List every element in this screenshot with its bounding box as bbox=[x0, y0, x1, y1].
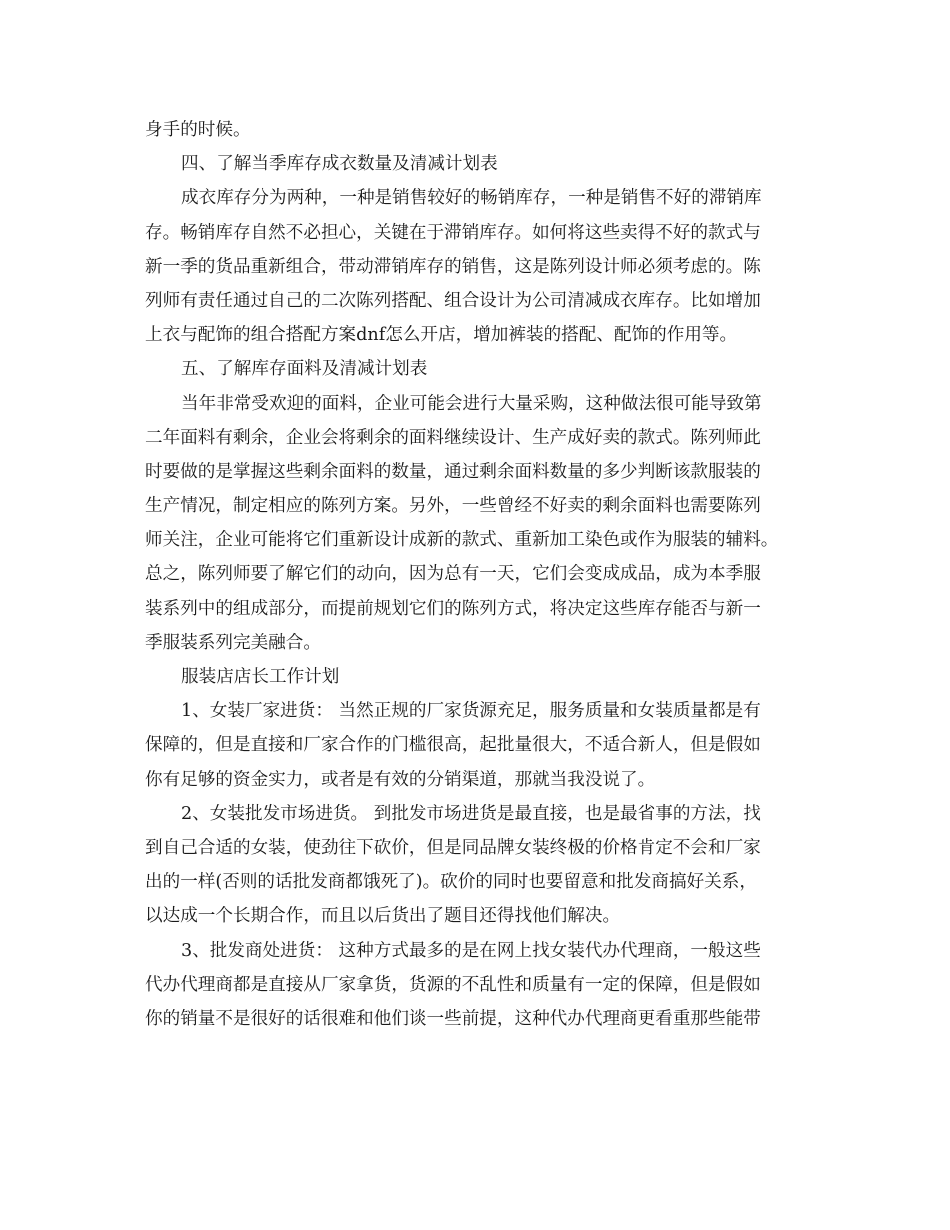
text-line: 身手的时候。 bbox=[145, 120, 251, 140]
text-line: 时要做的是掌握这些剩余面料的数量，通过剩余面料数量的多少判断该款服装的 bbox=[145, 461, 761, 482]
text-line: 到自己合适的女装，使劲往下砍价，但是同品牌女装终极的价格肯定不会和厂家 bbox=[145, 837, 761, 858]
text-line: 保障的，但是直接和厂家合作的门槛很高，起批量很大，不适合新人，但是假如 bbox=[145, 735, 761, 756]
text-line: 你的销量不是很好的话很难和他们谈一些前提，这种代办代理商更看重那些能带 bbox=[145, 1008, 761, 1029]
text-line: 成衣库存分为两种，一种是销售较好的畅销库存，一种是销售不好的滞销库 bbox=[181, 188, 762, 209]
text-line: 生产情况，制定相应的陈列方案。另外，一些曾经不好卖的剩余面料也需要陈列 bbox=[145, 496, 761, 517]
document-body bbox=[145, 113, 805, 1036]
text-line: 1、女装厂家进货： 当然正规的厂家货源充足，服务质量和女装质量都是有 bbox=[181, 701, 761, 722]
text-line: 你有足够的资金实力，或者是有效的分销渠道，那就当我没说了。 bbox=[145, 769, 656, 790]
text-line: 列师有责任通过自己的二次陈列搭配、组合设计为公司清减成衣库存。比如增加 bbox=[145, 290, 761, 311]
text-line: 总之，陈列师要了解它们的动向，因为总有一天，它们会变成成品，成为本季服 bbox=[145, 564, 761, 585]
text-line: 季服装系列完美融合。 bbox=[145, 632, 321, 653]
text-line: 上衣与配饰的组合搭配方案dnf怎么开店，增加裤装的搭配、配饰的作用等。 bbox=[145, 325, 738, 346]
text-line: 以达成一个长期合作，而且以后货出了题目还得找他们解决。 bbox=[145, 906, 621, 927]
text-line: 3、批发商处进货： 这种方式最多的是在网上找女装代办代理商，一般这些 bbox=[181, 940, 761, 961]
text-line: 四、了解当季库存成衣数量及清减计划表 bbox=[181, 154, 498, 175]
text-line: 师关注，企业可能将它们重新设计成新的款式、重新加工染色或作为服装的辅料。 bbox=[145, 530, 779, 551]
text-line: 存。畅销库存自然不必担心，关键在于滞销库存。如何将这些卖得不好的款式与 bbox=[145, 222, 761, 243]
text-line: 2、女装批发市场进货。 到批发市场进货是最直接，也是最省事的方法，找 bbox=[181, 803, 761, 824]
text-line: 五、了解库存面料及清减计划表 bbox=[181, 359, 428, 380]
text-line: 新一季的货品重新组合，带动滞销库存的销售，这是陈列设计师必须考虑的。陈 bbox=[145, 256, 761, 277]
text-line: 二年面料有剩余，企业会将剩余的面料继续设计、生产成好卖的款式。陈列师此 bbox=[145, 427, 761, 448]
text-line: 代办代理商都是直接从厂家拿货，货源的不乱性和质量有一定的保障，但是假如 bbox=[145, 974, 761, 995]
text-line: 当年非常受欢迎的面料，企业可能会进行大量采购，这种做法很可能导致第 bbox=[181, 393, 762, 414]
text-line: 服装店店长工作计划 bbox=[181, 667, 340, 687]
text-line: 装系列中的组成部分，而提前规划它们的陈列方式，将决定这些库存能否与新一 bbox=[145, 598, 761, 619]
text-line: 出的一样(否则的话批发商都饿死了)。砍价的同时也要留意和批发商搞好关系， bbox=[145, 872, 757, 893]
